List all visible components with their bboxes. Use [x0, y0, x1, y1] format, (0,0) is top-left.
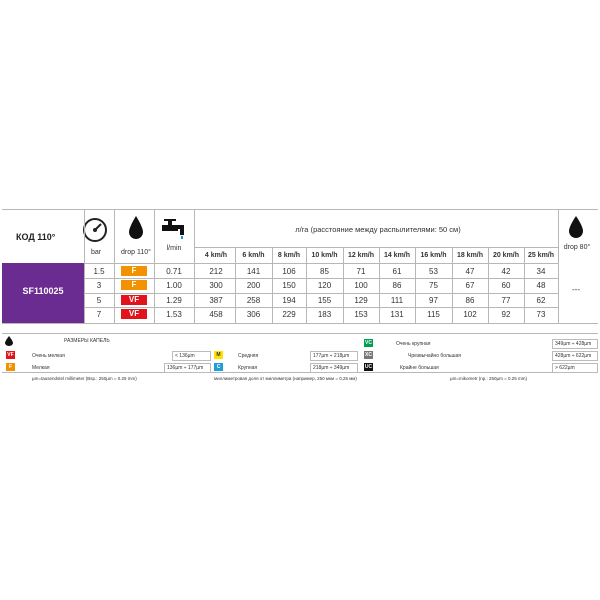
speed-header: 20 km/h — [492, 252, 520, 259]
rate-cell: 53 — [429, 267, 438, 276]
rate-cell: 155 — [317, 296, 332, 305]
legend-note-1: µm=tausendstel millimeter (Bsp.: 250µm = 0.25 mm) — [32, 376, 137, 381]
speed-header: 10 km/h — [311, 252, 338, 259]
legend-xc-range: 428µm ÷ 622µm — [552, 351, 598, 361]
legend-m-range: 177µm ÷ 218µm — [310, 351, 358, 361]
pressure-gauge-icon — [82, 217, 108, 243]
rate-cell: 111 — [390, 296, 404, 305]
rate-cell: 458 — [209, 310, 223, 319]
rate-cell: 194 — [282, 296, 296, 305]
rate-cell: 129 — [354, 296, 368, 305]
rate-cell: 229 — [282, 310, 296, 319]
speed-col-divider — [272, 247, 273, 323]
legend-f-range: 136µm ÷ 177µm — [164, 363, 211, 373]
speed-header: 8 km/h — [277, 252, 301, 259]
drop-size-badge: VF — [121, 309, 147, 319]
legend-note-3: µm=mikometr (np.: 250µm = 0.25 mm) — [450, 376, 527, 381]
header-bottom — [84, 263, 558, 264]
rate-cell: 48 — [536, 281, 546, 290]
table-col-divider — [84, 209, 85, 323]
rate-cell: 86 — [392, 281, 402, 290]
legend-note-2: миллиметровая доля от миллиметра (например, 250 мкм = 0,25 мм) — [214, 376, 357, 381]
rate-cell: 100 — [354, 281, 368, 290]
legend-vf-range: < 136µm — [172, 351, 211, 361]
legend-vf-badge: VF — [7, 352, 14, 358]
speed-header: 12 km/h — [347, 252, 375, 259]
rate-cell: 102 — [463, 310, 477, 319]
legend-f-badge: F — [6, 363, 15, 371]
rate-cell: 106 — [282, 267, 296, 276]
drop-icon — [128, 215, 144, 241]
speed-col-divider — [524, 247, 525, 323]
rate-cell: 86 — [465, 296, 475, 305]
speed-header: 18 km/h — [456, 252, 484, 259]
rate-cell: 92 — [501, 310, 511, 319]
legend-uc-label: Крайне большая — [400, 365, 439, 371]
legend-m-label: Средняя — [238, 353, 259, 359]
rate-cell: 258 — [246, 296, 261, 305]
rate-cell: 306 — [246, 310, 261, 319]
speed-col-divider — [379, 247, 380, 323]
nozzle-code: SF110025 — [22, 286, 64, 296]
rate-cell: 71 — [356, 267, 366, 276]
rate-cell: 150 — [282, 281, 296, 290]
rate-cell: 60 — [501, 281, 511, 290]
rate-cell: 120 — [317, 281, 332, 290]
legend-f-label: Мелкая — [32, 365, 50, 371]
drop80-icon — [568, 215, 584, 239]
legend-c-range: 218µm ÷ 349µm — [310, 363, 358, 373]
nozzle-code-cell — [2, 263, 84, 323]
drop-size-badge: F — [121, 266, 147, 276]
pressure-cell: 3 — [96, 281, 102, 290]
drop-size-badge: VF — [121, 295, 147, 305]
rate-cell: 73 — [536, 310, 546, 319]
legend-vc-range: 349µm ÷ 428µm — [552, 339, 598, 349]
legend-m-badge: M — [214, 351, 223, 359]
rate-cell: 183 — [317, 310, 332, 319]
speed-col-divider — [488, 247, 489, 323]
rate-cell: 34 — [536, 267, 546, 276]
pressure-cell: 7 — [96, 310, 102, 319]
drop110-label: drop 110° — [121, 249, 151, 256]
table-col-divider — [194, 209, 195, 323]
faucet-icon — [160, 217, 188, 241]
rate-cell: 300 — [209, 281, 223, 290]
flow-cell: 1.00 — [166, 281, 182, 290]
legend-vc-badge: VC — [365, 340, 372, 346]
rate-cell: 153 — [354, 310, 368, 319]
row-divider — [84, 293, 558, 294]
rate-cell: 97 — [429, 296, 438, 305]
speed-col-divider — [306, 247, 307, 323]
drop80-label: drop 80° — [563, 244, 591, 251]
rate-cell: 387 — [209, 296, 223, 305]
pressure-cell: 1.5 — [93, 267, 105, 276]
pressure-label: bar — [90, 249, 102, 256]
rate-cell: 131 — [390, 310, 404, 319]
flow-cell: 1.53 — [166, 310, 182, 319]
speed-col-divider — [343, 247, 344, 323]
speed-col-divider — [452, 247, 453, 323]
drop-size-badge: F — [121, 280, 147, 290]
rate-cell: 67 — [465, 281, 475, 290]
legend-xc-label: Чрезвычайно большая — [408, 353, 461, 359]
flow-label: l/min — [166, 245, 182, 252]
legend-xc-badge: XC — [365, 352, 372, 358]
speed-header: 6 km/h — [242, 252, 265, 259]
speed-col-divider — [235, 247, 236, 323]
table-col-divider — [114, 209, 115, 323]
row-divider — [84, 307, 558, 308]
drop80-divider — [558, 209, 559, 323]
rate-title: л/га (расстояние между распылителями: 50 см) — [295, 225, 461, 234]
row-divider — [84, 278, 558, 279]
rate-cell: 85 — [320, 267, 329, 276]
rate-cell: 47 — [465, 267, 475, 276]
rate-cell: 75 — [429, 281, 438, 290]
flow-cell: 0.71 — [166, 267, 182, 276]
legend-c-badge: C — [214, 363, 223, 371]
speed-col-divider — [415, 247, 416, 323]
speed-header: 16 km/h — [420, 252, 447, 259]
nozzle-table — [2, 209, 598, 324]
legend-c-label: Крупная — [238, 365, 258, 371]
legend-drop-icon — [5, 336, 13, 346]
code-title: КОД 110° — [16, 232, 56, 242]
rate-cell: 42 — [501, 267, 511, 276]
speed-header: 25 km/h — [527, 252, 555, 259]
rate-cell: 200 — [246, 281, 261, 290]
pressure-cell: 5 — [96, 296, 102, 305]
legend-vf-label: Очень мелкая — [32, 353, 65, 359]
legend-uc-badge: UC — [364, 364, 373, 370]
legend-uc-range: > 622µm — [552, 363, 598, 373]
speed-header: 4 km/h — [204, 252, 228, 259]
rate-cell: 77 — [501, 296, 511, 305]
rate-cell: 61 — [392, 267, 402, 276]
drop80-value: --- — [572, 285, 580, 294]
table-bottom-border — [2, 323, 598, 324]
table-top-border — [2, 209, 598, 210]
rate-cell: 62 — [536, 296, 546, 305]
rate-cell: 141 — [246, 267, 261, 276]
rate-cell: 212 — [209, 267, 223, 276]
rate-cell: 115 — [427, 310, 440, 319]
flow-cell: 1.29 — [166, 296, 182, 305]
table-col-divider — [154, 209, 155, 323]
legend-vc-label: Очень крупная — [396, 341, 431, 347]
speed-header-top — [194, 247, 558, 248]
speed-header: 14 km/h — [383, 252, 411, 259]
drop-size-legend — [2, 333, 598, 383]
legend-title: РАЗМЕРЫ КАПЕЛЬ — [64, 338, 110, 344]
